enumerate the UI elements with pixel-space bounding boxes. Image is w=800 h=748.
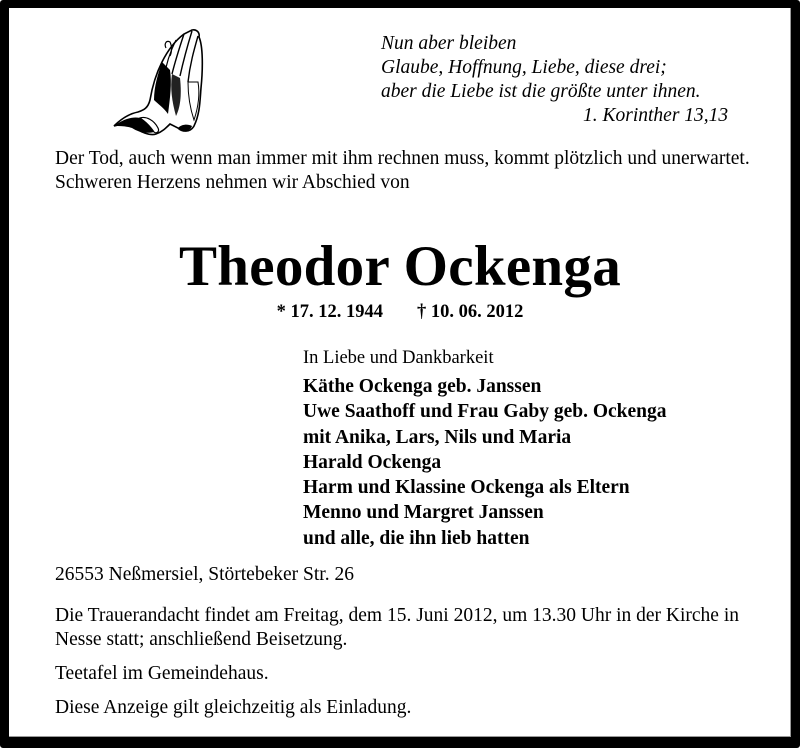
info-paragraph: Diese Anzeige gilt gleichzeitig als Einladung. xyxy=(55,697,412,718)
intro-line: Schweren Herzens nehmen wir Abschied von xyxy=(55,172,410,193)
mourner-name: Harald Ockenga xyxy=(303,451,442,473)
mourner-name: Harm und Klassine Ockenga als Eltern xyxy=(303,477,630,499)
intro-text xyxy=(55,147,765,195)
bible-verse xyxy=(381,32,728,128)
info-paragraph: Die Trauerandacht findet am Freitag, dem 15. Juni 2012, um 13.30 Uhr in der Kirche in Nesse statt; anschließend Beisetzung. xyxy=(55,605,739,650)
mourner-name: Uwe Saathoff und Frau Gaby geb. Ockenga xyxy=(303,401,667,423)
verse-line: aber die Liebe ist die größte unter ihnen. xyxy=(381,81,701,102)
life-dates xyxy=(0,300,800,324)
praying-hands-icon xyxy=(110,28,208,136)
mourner-name: mit Anika, Lars, Nils und Maria xyxy=(303,426,572,448)
death-date: † 10. 06. 2012 xyxy=(417,302,524,322)
intro-line: Der Tod, auch wenn man immer mit ihm rechnen muss, kommt plötzlich und unerwartet. xyxy=(55,148,750,169)
verse-line: Glaube, Hoffnung, Liebe, diese drei; xyxy=(381,57,667,78)
mourner-name: Menno und Margret Janssen xyxy=(303,502,544,524)
verse-reference: 1. Korinther 13,13 xyxy=(583,105,729,126)
mourner-name: und alle, die ihn lieb hatten xyxy=(303,527,530,549)
address: 26553 Neßmersiel, Störtebeker Str. 26 xyxy=(55,564,354,585)
mourner-name: Käthe Ockenga geb. Janssen xyxy=(303,376,542,397)
verse-line: Nun aber bleiben xyxy=(381,33,517,54)
deceased-name: Theodor Ockenga xyxy=(178,235,622,298)
mourners-intro: In Liebe und Dankbarkeit xyxy=(303,348,494,368)
birth-date: * 17. 12. 1944 xyxy=(276,302,383,322)
info-paragraph: Teetafel im Gemeindehaus. xyxy=(55,663,269,684)
service-info xyxy=(55,604,775,730)
mourners-list xyxy=(303,374,667,551)
